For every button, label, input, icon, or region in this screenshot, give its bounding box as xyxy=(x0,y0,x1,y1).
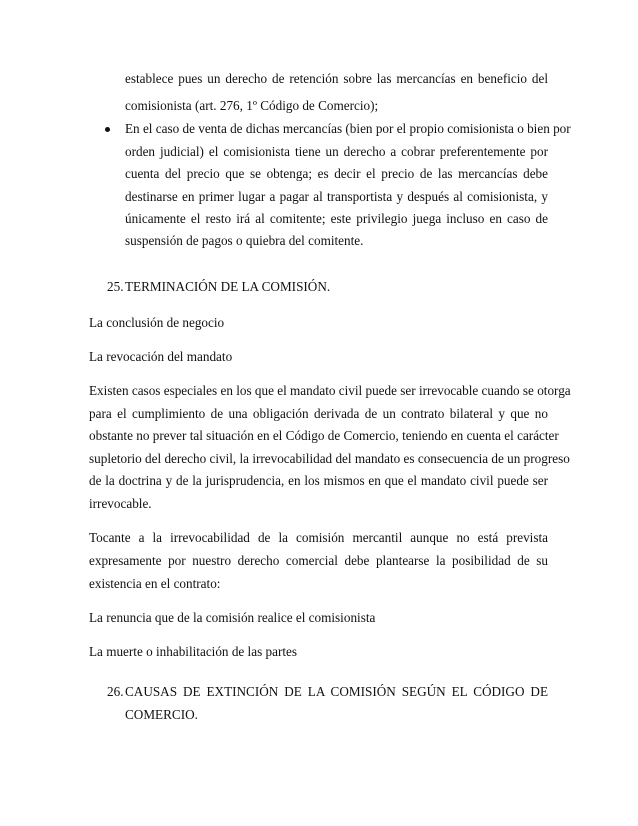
para-tocante-line-2: expresamente por nuestro derecho comercial debe plantearse la posibilidad de su xyxy=(89,553,548,568)
item-conclusion: La conclusión de negocio xyxy=(89,315,225,330)
para-existen-line-3: obstante no prever tal situación en el Código de Comercio, teniendo en cuenta el carácter xyxy=(89,428,559,443)
heading-26-line-1: CAUSAS DE EXTINCIÓN DE LA COMISIÓN SEGÚN EL CÓDIGO DE xyxy=(125,684,548,699)
bullet-item-line-5: únicamente el resto irá al comitente; este privilegio juega incluso en caso de xyxy=(125,211,548,226)
bullet-item-line-4: destinarse en primer lugar a pagar al transportista y después al comisionista, y xyxy=(125,189,548,204)
bullet-item-line-2: orden judicial) el comisionista tiene un derecho a cobrar preferentemente por xyxy=(125,144,548,159)
para-existen-line-1: Existen casos especiales en los que el mandato civil puede ser irrevocable cuando se otorga xyxy=(89,383,571,398)
item-revocacion: La revocación del mandato xyxy=(89,349,233,364)
para-tocante-line-3: existencia en el contrato: xyxy=(89,576,221,591)
bullet-item-line-1: En el caso de venta de dichas mercancías (bien por el propio comisionista o bien por xyxy=(125,121,571,136)
heading-26-line-2: COMERCIO. xyxy=(125,707,198,722)
bullet-continuation-line-2: comisionista (art. 276, 1º Código de Comercio); xyxy=(125,98,379,113)
item-muerte: La muerte o inhabilitación de las partes xyxy=(89,644,297,659)
heading-26-number: 26. xyxy=(107,684,124,699)
bullet-item-line-3: cuenta del precio que se obtenga; es decir el precio de las mercancías debe xyxy=(125,166,548,181)
heading-25-title: TERMINACIÓN DE LA COMISIÓN. xyxy=(125,279,331,294)
para-existen-line-4: supletorio del derecho civil, la irrevocabilidad del mandato es consecuencia de un progreso xyxy=(89,451,570,466)
heading-25-number: 25. xyxy=(107,279,124,294)
bullet-item-line-6: suspensión de pagos o quiebra del comitente. xyxy=(125,233,364,248)
para-tocante-line-1: Tocante a la irrevocabilidad de la comisión mercantil aunque no está prevista xyxy=(89,530,548,545)
item-renuncia: La renuncia que de la comisión realice el comisionista xyxy=(89,610,376,625)
bullet-dot xyxy=(105,127,110,132)
para-existen-line-2: para el cumplimiento de una obligación derivada de un contrato bilateral y que no xyxy=(89,406,548,421)
para-existen-line-6: irrevocable. xyxy=(89,496,152,511)
bullet-continuation-line-1: establece pues un derecho de retención sobre las mercancías en beneficio del xyxy=(125,71,548,86)
para-existen-line-5: de la doctrina y de la jurisprudencia, en los mismos en que el mandato civil puede ser xyxy=(89,473,548,488)
